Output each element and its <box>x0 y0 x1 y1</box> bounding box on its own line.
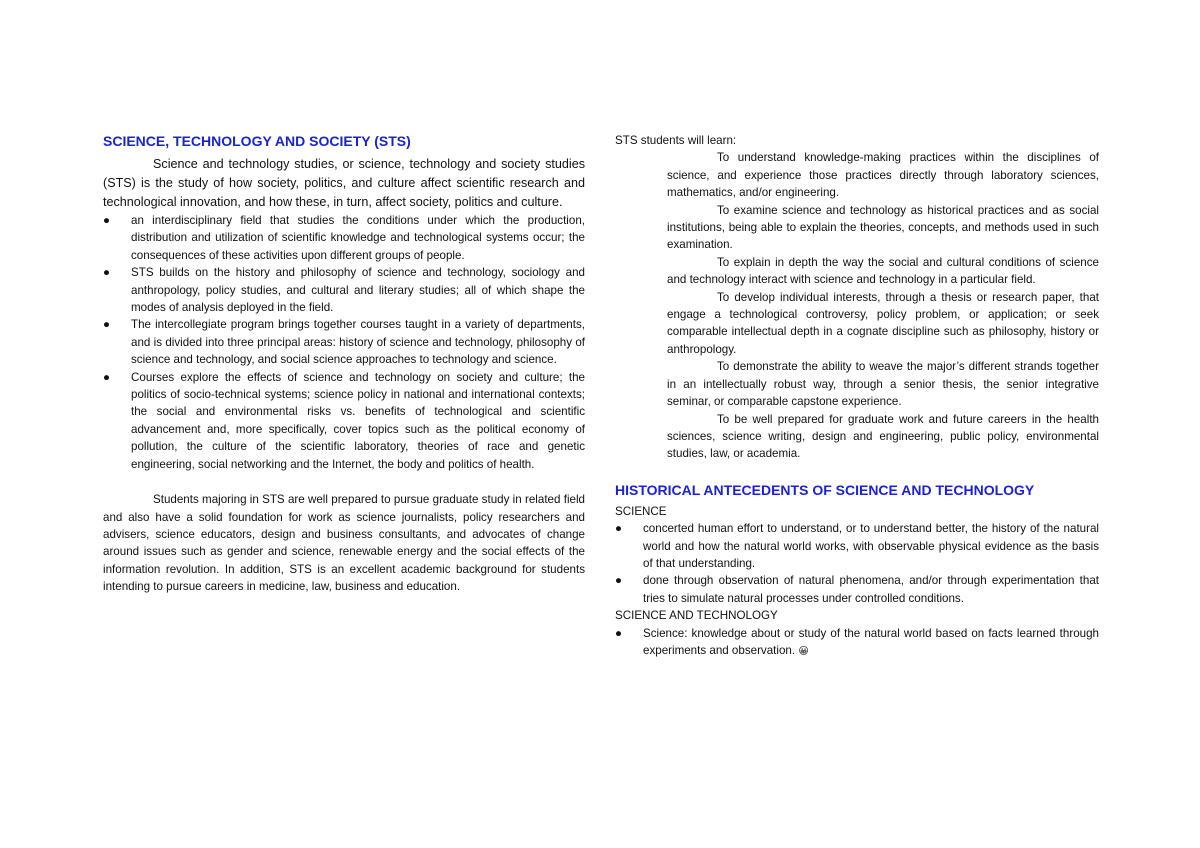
science-and-technology-subheading: SCIENCE AND TECHNOLOGY <box>615 609 778 623</box>
list-item: ● done through observation of natural phenomena, and/or through experimentation that tries to simulate natural processes under controlled conditions. <box>615 574 1099 605</box>
left-column <box>103 132 585 596</box>
list-item: ● Courses explore the effects of science and technology on society and culture; the politics of socio-technical systems; science policy in national and international contexts; the social and environmental risks vs. benefits of technological and scientific advancement and, more specifically, cover topics such as the political economy of pollution, the culture of the scientific laboratory, theories of race and genetic engineering, social networking and the Internet, the body and politics of health. <box>103 370 585 471</box>
list-item: ● STS builds on the history and philosophy of science and technology, sociology and anthropology, policy studies, and cultural and literary studies; all of which shape the modes of analysis deployed in the field. <box>103 266 585 315</box>
closing-paragraph: Students majoring in STS are well prepared to pursue graduate study in related field and also have a solid foundation for work as science journalists, policy researchers and advisers, science educators, design and business consultants, and advocates of change around issues such as gender and science, renewable energy and the social effects of the information revolution. In addition, STS is an excellent academic background for students intending to pursue careers in medicine, law, business and education. <box>103 493 585 594</box>
list-item: To be well prepared for graduate work and future careers in the health sciences, science writing, design and engineering, public policy, environmental studies, law, or academia. <box>667 412 1099 461</box>
bullet-icon: ● <box>615 574 623 588</box>
intro-paragraph: Science and technology studies, or science, technology and society studies (STS) is the study of how society, politics, and culture affect scientific research and technological innovation, and how these, in turn, affect society, politics and culture. <box>103 157 585 209</box>
list-item: To develop individual interests, through a thesis or research paper, that engage a technological controversy, policy problem, or application; or seek comparable intellectual depth in a cognate discipline such as philosophy, history or anthropology. <box>667 290 1099 356</box>
bullet-icon: ● <box>103 214 111 227</box>
list-item: ● The intercollegiate program brings together courses taught in a variety of departments, and is divided into three principal areas: history of science and technology, philosophy of science and technology, and social science approaches to technology and science. <box>103 318 585 367</box>
learning-outcomes-list <box>615 149 1099 462</box>
bullet-icon: ● <box>615 626 623 640</box>
sts-bullet-list <box>103 212 585 473</box>
bullet-icon: ● <box>615 522 623 536</box>
learn-heading: STS students will learn: <box>615 134 737 147</box>
list-item: To examine science and technology as historical practices and as social institutions, being able to explain the theories, concepts, and methods used in such examination. <box>667 203 1099 252</box>
science-technology-bullet-list <box>615 625 1099 661</box>
science-bullet-list <box>615 520 1099 607</box>
bullet-icon: ● <box>103 266 111 280</box>
list-item: ● concerted human effort to understand, or to understand better, the history of the natural world and how the natural world works, with observable physical evidence as the basis of that understanding. <box>615 522 1099 570</box>
bullet-icon: ● <box>103 370 111 384</box>
science-subheading: SCIENCE <box>615 504 667 518</box>
smiley-icon: 😀 <box>798 645 809 657</box>
list-item: ● Science: knowledge about or study of the natural world based on facts learned through experiments and observation. 😀 <box>615 626 1099 657</box>
list-item: To demonstrate the ability to weave the major’s different strands together in an intellectually robust way, through a senior thesis, the senior integrative seminar, or comparable capstone experience. <box>667 360 1099 409</box>
list-item: To explain in depth the way the social and cultural conditions of science and technology interact with science and technology in a particular field. <box>667 255 1099 287</box>
sts-title: SCIENCE, TECHNOLOGY AND SOCIETY (STS) <box>103 133 411 149</box>
right-column <box>615 132 1099 660</box>
list-item: ● an interdisciplinary field that studies the conditions under which the production, distribution and utilization of scientific knowledge and technological systems occur; the consequences of these activities upon different groups of people. <box>103 214 585 262</box>
bullet-icon: ● <box>103 318 111 332</box>
historical-antecedents-title: HISTORICAL ANTECEDENTS OF SCIENCE AND TECHNOLOGY <box>615 481 1035 498</box>
list-item: To understand knowledge-making practices within the disciplines of science, and experience those practices directly through laboratory sciences, mathematics, and/or engineering. <box>667 151 1099 200</box>
